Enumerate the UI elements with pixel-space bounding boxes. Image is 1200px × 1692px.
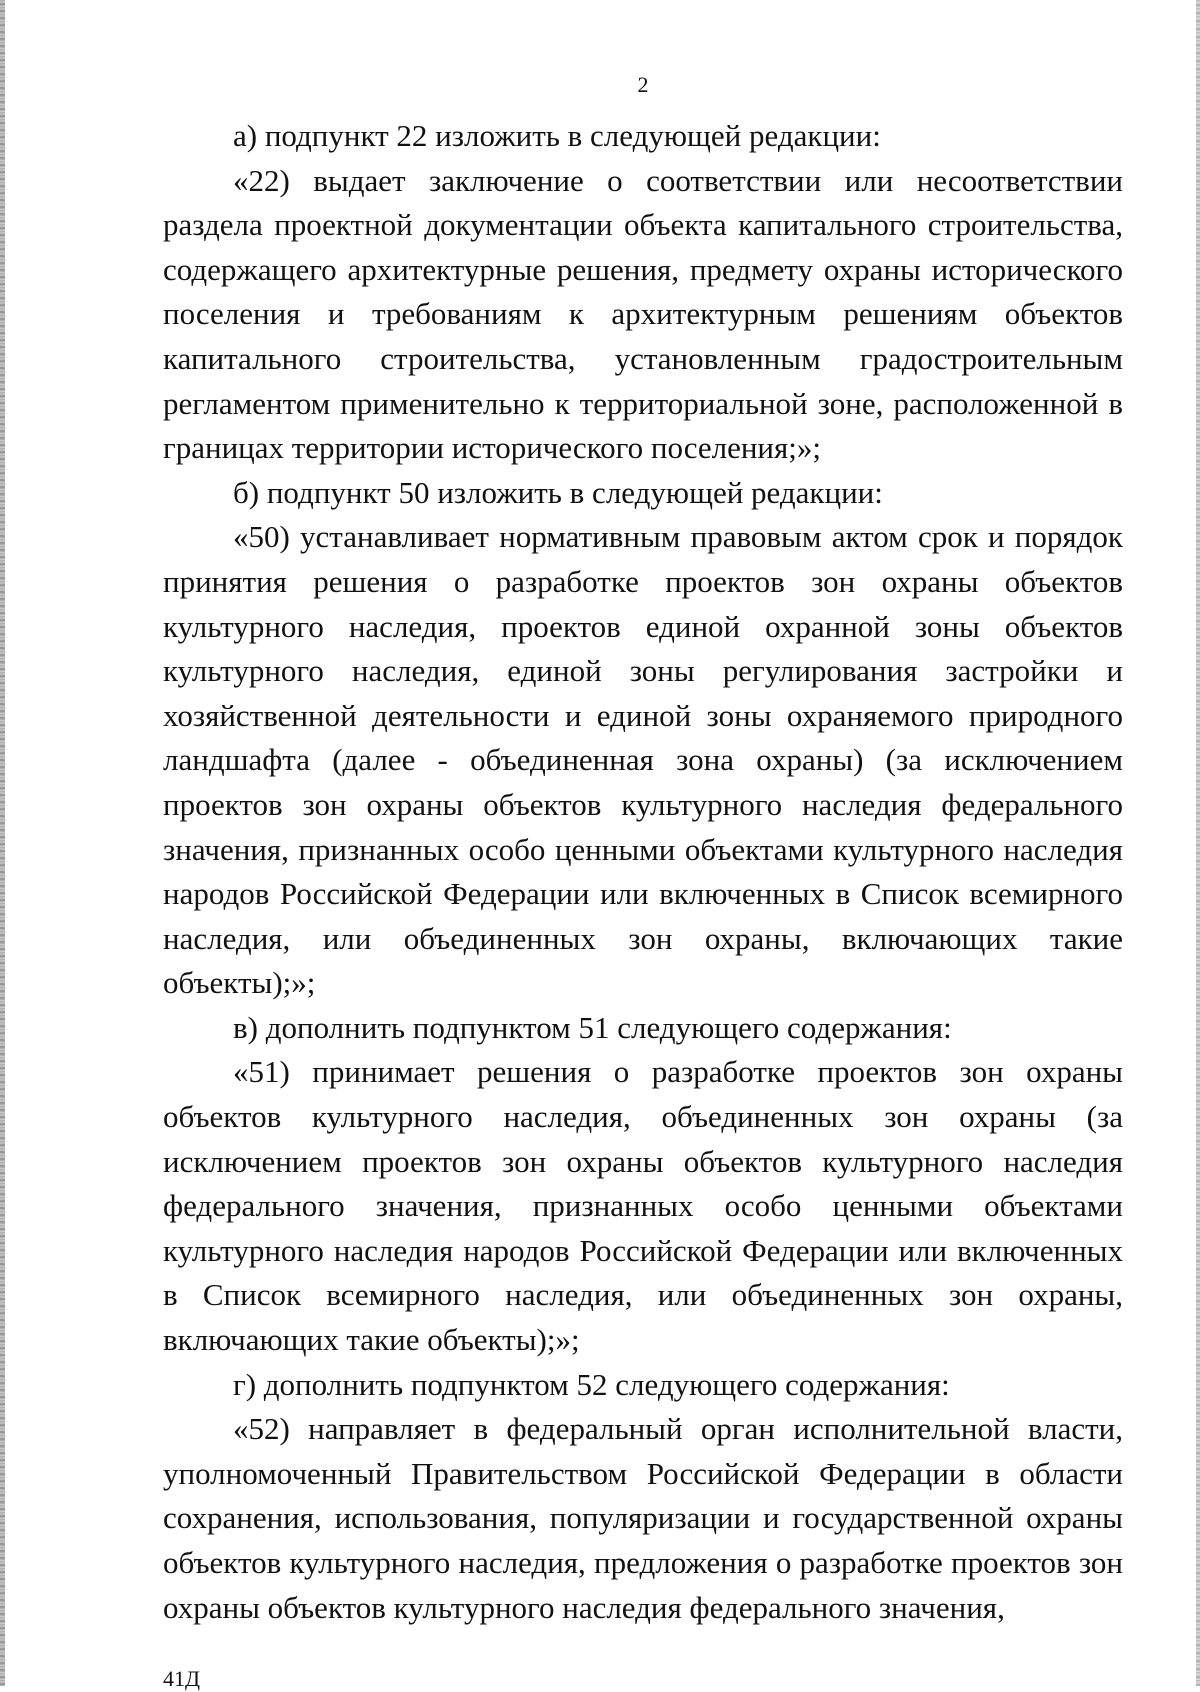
subpoint-52-text: «52) направляет в федеральный орган исполнительной власти, уполномоченный Правительством Российской Федерации в области сохранения, использования, популяризации и государственной охраны объектов культурного наследия, предложения о разработке проектов зон охраны объектов культурного наследия федерального значения, — [163, 1411, 1123, 1625]
scan-right-edge — [1196, 0, 1200, 1686]
document-footer-code: 41Д — [163, 1666, 201, 1691]
document-body — [163, 114, 1123, 1630]
scan-left-edge — [0, 0, 5, 1686]
subpoint-g-intro: г) дополнить подпунктом 52 следующего содержания: — [233, 1366, 950, 1402]
page-number: 2 — [637, 72, 649, 97]
subpoint-51-text: «51) принимает решения о разработке проектов зон охраны объектов культурного наследия, объединенных зон охраны (за исключением проектов зон охраны объектов культурного наследия федерального значения, признанных особо ценными объектами культурного наследия народов Российской Федерации или включенных в Список всемирного наследия, или объединенных зон охраны, включающих такие объекты);»; — [163, 1054, 1123, 1358]
subpoint-v-intro: в) дополнить подпунктом 51 следующего содержания: — [233, 1009, 952, 1045]
subpoint-22-text: «22) выдает заключение о соответствии или несоответствии раздела проектной документации объекта капитального строительства, содержащего архитектурные решения, предмету охраны исторического поселения и требованиям к архитектурным решениям объектов капитального строительства, установленным градостроительным регламентом применительно к территориальной зоне, расположенной в границах территории исторического поселения;»; — [163, 162, 1123, 466]
subpoint-a-intro: а) подпункт 22 изложить в следующей редакции: — [233, 118, 881, 153]
subpoint-b-intro: б) подпункт 50 изложить в следующей редакции: — [233, 474, 883, 510]
subpoint-50-text: «50) устанавливает нормативным правовым актом срок и порядок принятия решения о разработке проектов зон охраны объектов культурного наследия, проектов единой охранной зоны объектов культурного наследия, единой зоны регулирования застройки и хозяйственной деятельности и единой зоны охраняемого природного ландшафта (далее - объединенная зона охраны) (за исключением проектов зон охраны объектов культурного наследия федерального значения, признанных особо ценными объектами культурного наследия народов Российской Федерации или включенных в Список всемирного наследия, или объединенных зон охраны, включающих такие объекты);»; — [163, 519, 1123, 1001]
